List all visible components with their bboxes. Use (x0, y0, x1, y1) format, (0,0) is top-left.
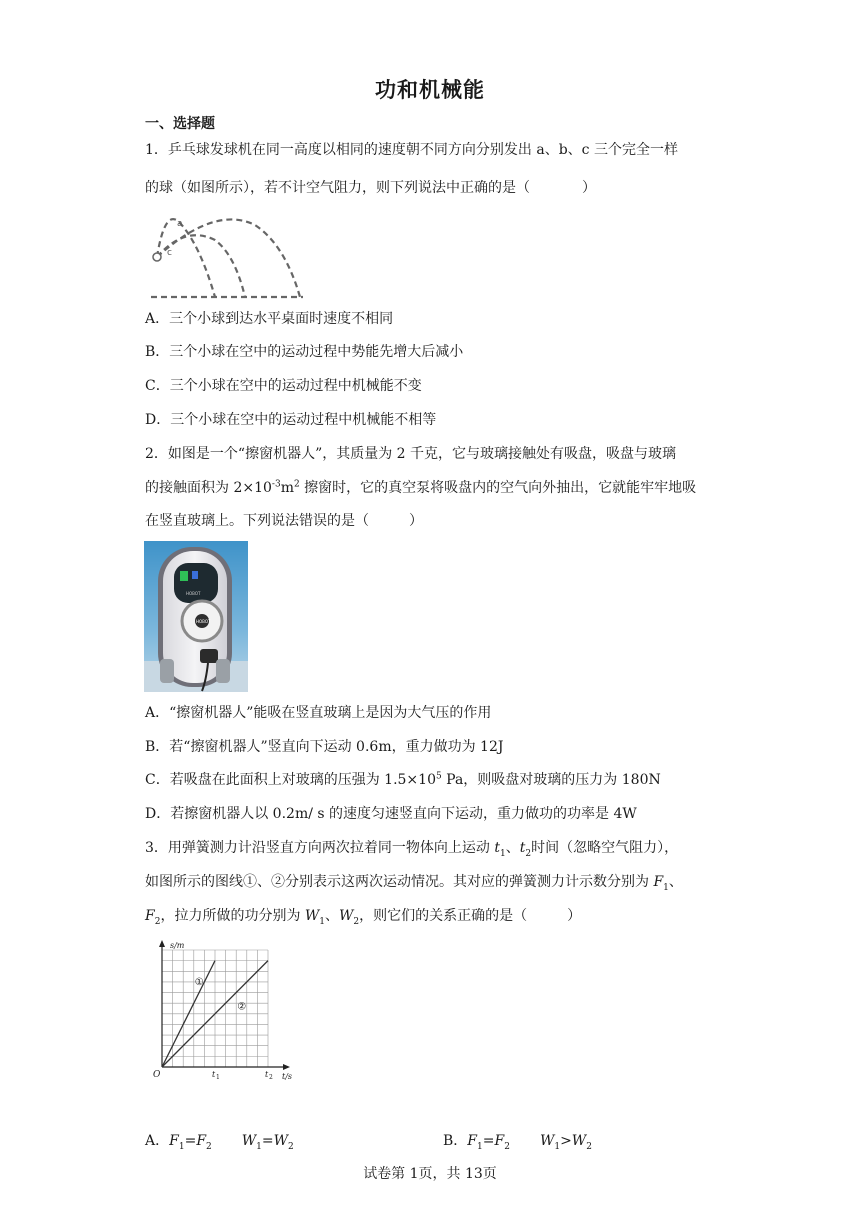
robot-handle (200, 649, 218, 663)
label-a: a (177, 219, 183, 229)
q1-option-b[interactable]: B．三个小球在空中的运动过程中势能先增大后减小 (145, 344, 464, 360)
window-robot-photo (144, 541, 248, 692)
x-axis-label: t/s (282, 1072, 293, 1081)
q2-line1: 2．如图是一个“擦窗机器人”，其质量为 2 千克，它与玻璃接触处有吸盘，吸盘与玻璃 (145, 446, 677, 462)
q1-line1: 1．乒乓球发球机在同一高度以相同的速度朝不同方向分别发出 a、b、c 三个完全一样 (145, 142, 678, 158)
q1-option-c[interactable]: C．三个小球在空中的运动过程中机械能不变 (145, 378, 422, 394)
robot-display (174, 563, 218, 603)
q3-line3: $F_2$，拉力所做的功分别为 $W_1$、$W_2$，则它们的关系正确的是（ ） (145, 908, 582, 927)
page-footer: 试卷第 1页，共 13页 (363, 1166, 497, 1182)
t2-tick-subscript: 2 (269, 1074, 273, 1081)
q2-line3: 在竖直玻璃上。下列说法错误的是（ ） (145, 513, 423, 529)
section-heading: 一、选择题 (145, 116, 215, 132)
q1-option-d[interactable]: D．三个小球在空中的运动过程中机械能不相等 (145, 412, 437, 428)
launch-point (153, 253, 161, 261)
trajectory-a (157, 219, 215, 297)
t2-tick-label: t (265, 1070, 269, 1079)
y-axis-arrow (159, 940, 165, 947)
q1-option-a[interactable]: A．三个小球到达水平桌面时速度不相同 (145, 311, 394, 327)
robot-logo-small: HOBOT (186, 591, 201, 596)
q2-option-b[interactable]: B．若“擦窗机器人”竖直向下运动 0.6m，重力做功为 12J (145, 739, 504, 755)
series-label-2: ② (237, 1001, 247, 1013)
trajectory-c (157, 219, 300, 297)
t1-tick-label: t (212, 1070, 216, 1079)
q3-option-a[interactable]: A．$F_1=F_2$ $W_1=W_2$ (145, 1133, 294, 1152)
q2-line2: 的接触面积为 $2\times 10^{-3}m^2$ 擦窗时，它的真空泵将吸盘内的空气向外抽出，它就能牢牢地吸 (145, 479, 697, 496)
series-label-1: ① (194, 977, 204, 989)
trajectory-b (157, 235, 245, 297)
q2-number: 2． (145, 446, 168, 462)
y-axis-label: s/m (170, 941, 185, 950)
label-c: c (167, 248, 172, 258)
q3-line1: 3．用弹簧测力计沿竖直方向两次拉着同一物体向上运动 $t_1$、$t_2$时间（忽略空气阻力）， (145, 840, 679, 859)
q3-distance-time-chart (148, 938, 300, 1084)
q3-line2: 如图所示的图线①、②分别表示这两次运动情况。其对应的弹簧测力计示数分别为 $F_1$、 (145, 874, 683, 893)
q2-option-d[interactable]: D．若擦窗机器人以 0.2m/ s 的速度匀速竖直向下运动，重力做功的功率是 4W (145, 806, 637, 822)
q1-number: 1． (145, 142, 168, 158)
q3-option-b[interactable]: B．$F_1=F_2$ $W_1>W_2$ (443, 1133, 592, 1152)
robot-logo: HOBOT (196, 619, 211, 624)
origin-label: O (153, 1070, 161, 1080)
q3-number: 3． (145, 840, 168, 856)
t1-tick-subscript: 1 (216, 1074, 220, 1081)
q2-option-c[interactable]: C．若吸盘在此面积上对玻璃的压强为 $1.5\times 10^5$ Pa，则吸盘对玻璃的压力为 180N (145, 771, 661, 788)
q1-trajectory-figure (145, 215, 310, 305)
x-axis-arrow (283, 1064, 290, 1070)
q2-option-a[interactable]: A．“擦窗机器人”能吸在竖直玻璃上是因为大气压的作用 (145, 705, 492, 721)
q1-line2: 的球（如图所示），若不计空气阻力，则下列说法中正确的是（ ） (145, 180, 596, 196)
page-title: 功和机械能 (375, 78, 485, 102)
